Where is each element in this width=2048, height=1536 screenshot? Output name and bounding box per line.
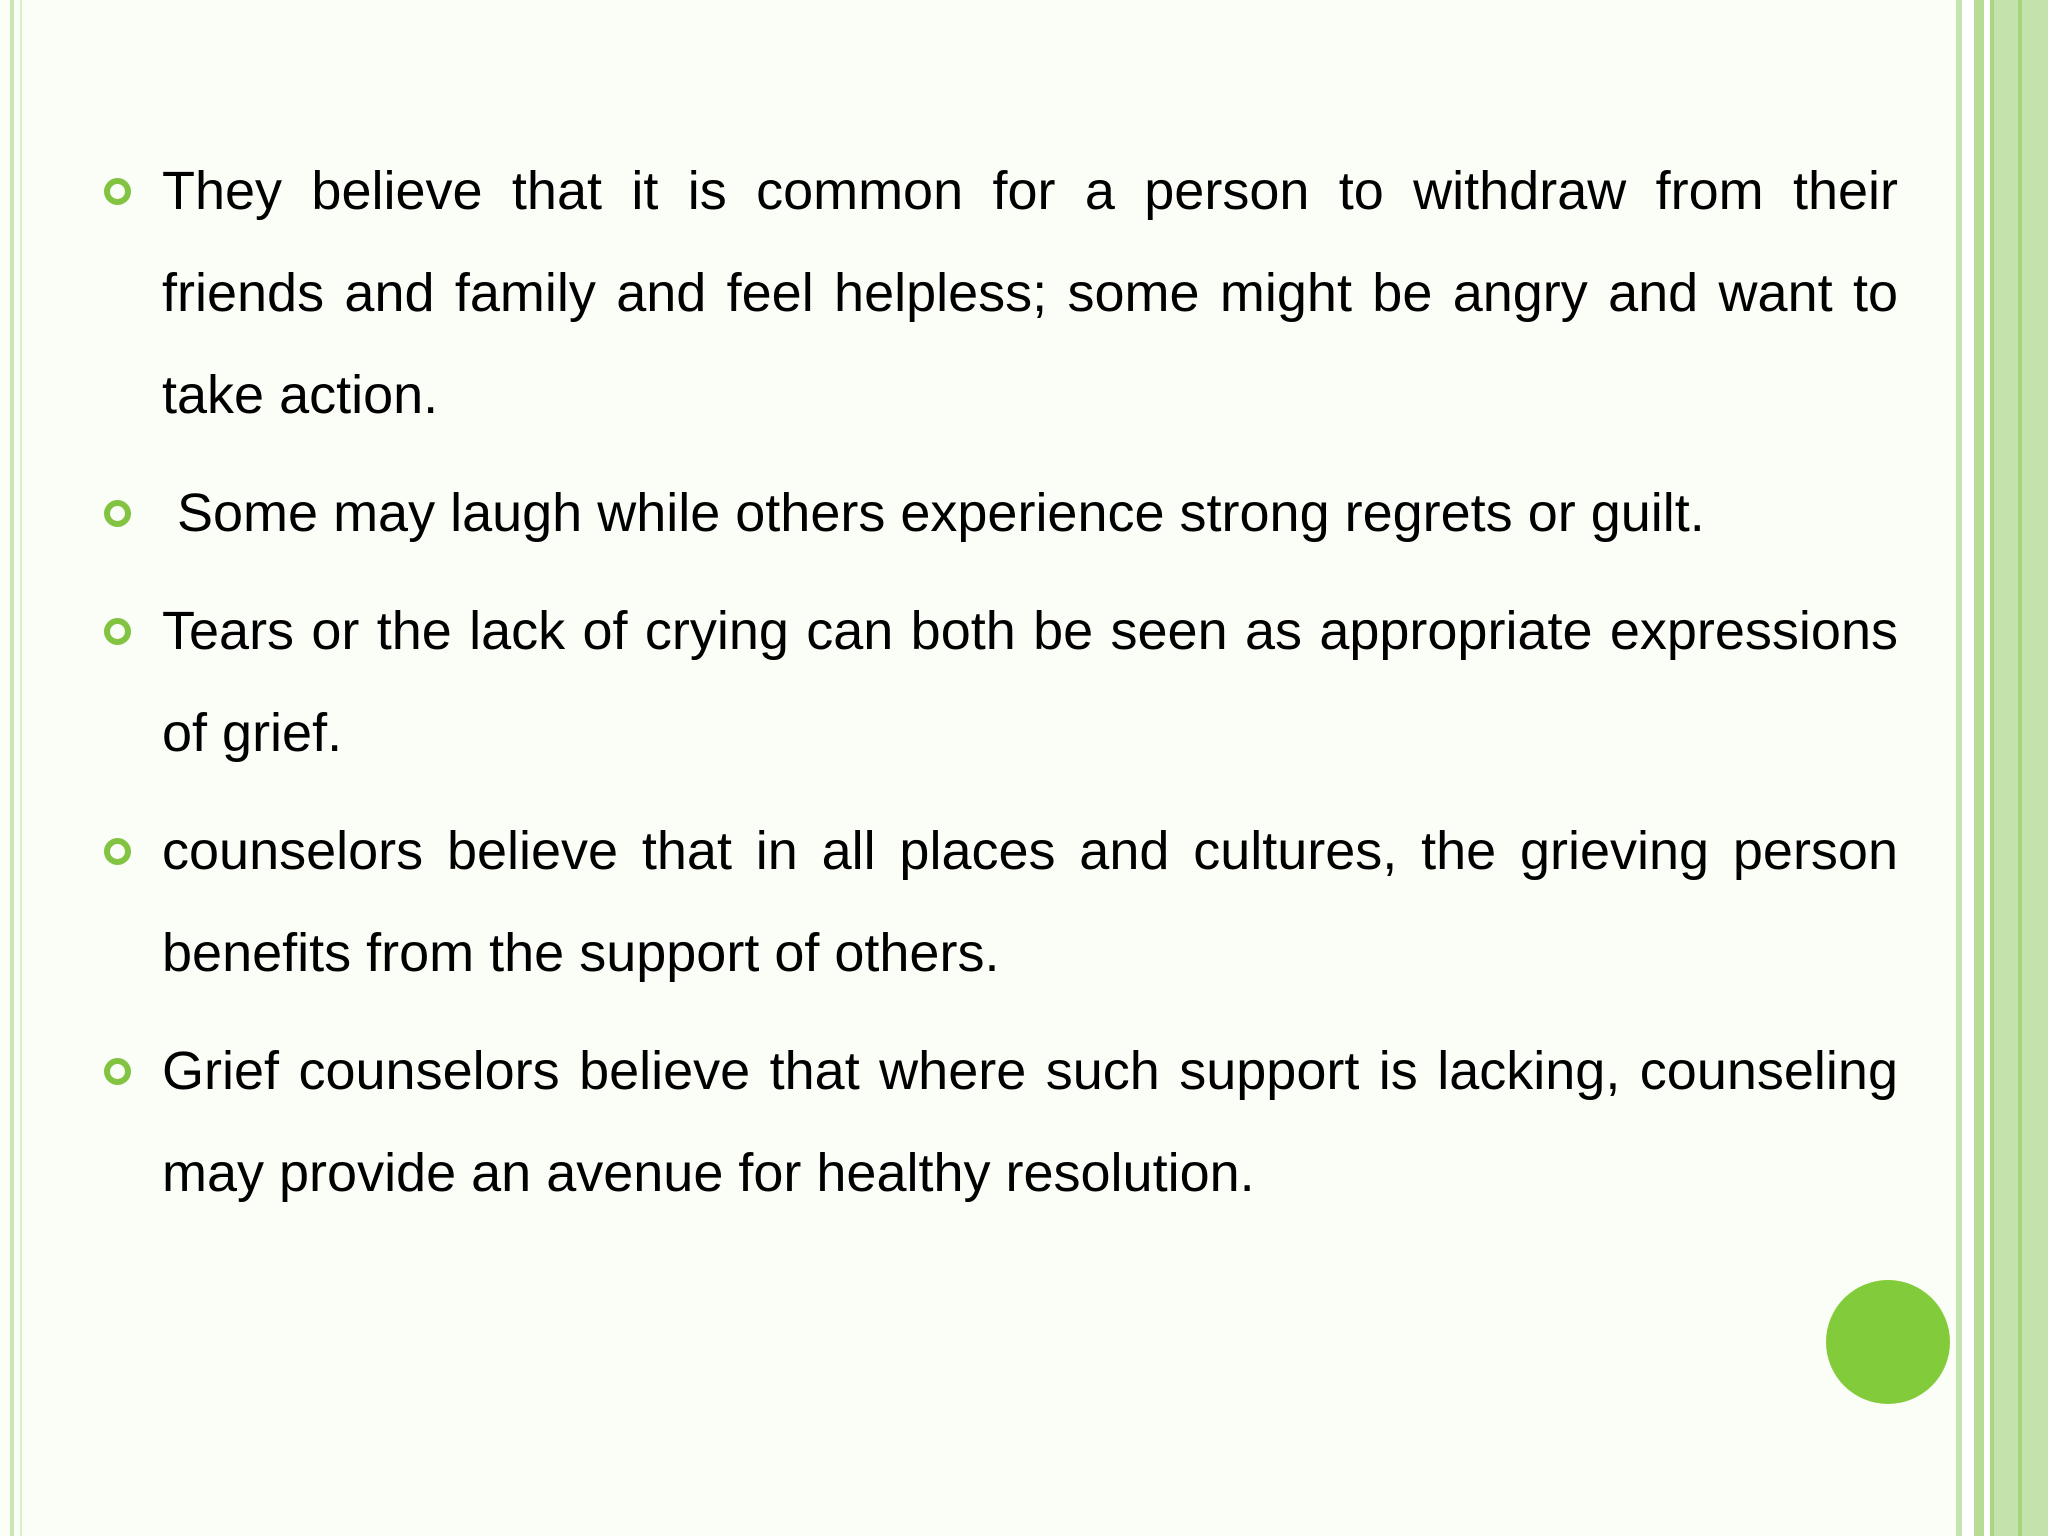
right-stripe: [1974, 0, 1984, 1536]
bullet-ring-icon: [104, 838, 131, 865]
bullet-item: [100, 1020, 1900, 1224]
bullet-ring-icon: [104, 618, 131, 645]
left-border-line-thin: [20, 0, 22, 1536]
bullet-text: Grief counselors believe that where such support is lacking, counseling may provide an avenue for healthy resolution.: [162, 1041, 1898, 1203]
bullet-item: [100, 800, 1900, 1004]
left-border-line: [10, 0, 14, 1536]
bullet-item: [100, 140, 1900, 446]
bullet-ring-icon: [104, 178, 131, 205]
bullet-ring-icon: [104, 1058, 131, 1085]
right-stripe: [2018, 0, 2022, 1536]
bullet-text: counselors believe that in all places and cultures, the grieving person benefits from the support of others.: [162, 821, 1898, 983]
decorative-circle-icon: [1826, 1280, 1950, 1404]
bullet-item: [100, 462, 1900, 564]
bullet-item: [100, 580, 1900, 784]
bullet-text: Some may laugh while others experience strong regrets or guilt.: [162, 483, 1705, 543]
bullet-ring-icon: [104, 500, 131, 527]
bullet-text: They believe that it is common for a person to withdraw from their friends and family and feel helpless; some might be angry and want to take action.: [162, 161, 1898, 425]
right-stripe-gap: [1962, 0, 1974, 1536]
bullet-text: Tears or the lack of crying can both be seen as appropriate expressions of grief.: [162, 601, 1898, 763]
bullet-list: [100, 140, 1900, 1240]
